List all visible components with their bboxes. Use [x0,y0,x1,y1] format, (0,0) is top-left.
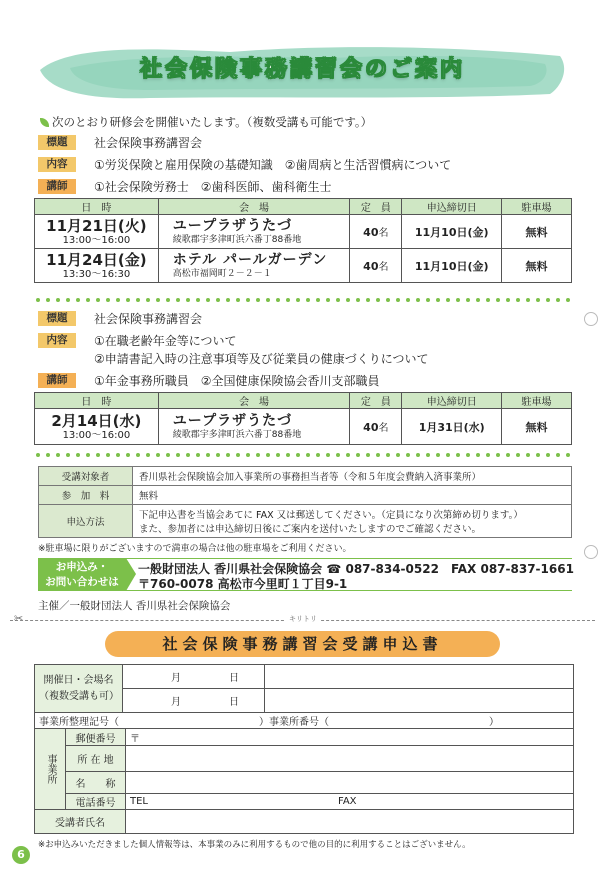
organizer-text: 主催／一般財団法人 香川県社会保険協会 [38,600,231,612]
header-cell: 申込締切日 [402,393,502,409]
session1-content-row [38,156,451,173]
attendee-field[interactable] [126,810,574,834]
venue-address: 高松市福岡町２－２－１ [172,269,272,279]
date-field-2[interactable] [123,689,265,713]
session2-content-row-2 [94,350,429,367]
date-text: 11月21日(火) [46,216,147,235]
header-cell: 駐車場 [502,393,572,409]
privacy-note: ※お申込みいただきました個人情報等は、本事業のみに利用するもので他の目的に利用することはございません。 [38,840,471,850]
page-number: 6 [12,846,30,864]
form-title: 社会保険事務講習会受講申込書 [162,635,443,653]
session2-lecturer-row [38,372,380,389]
tag-label: 標題 [38,135,76,150]
header-cell: 定 員 [350,393,402,409]
table-row [35,409,572,445]
capacity-cell [350,249,402,283]
session2-content-row [38,332,237,349]
header-cell: 会 場 [158,199,350,215]
capacity-unit: 名 [378,423,389,434]
info-label: 受講対象者 [39,467,133,486]
info-value: 無料 [133,486,572,505]
deadline-cell: 11月10日(金) [402,249,502,283]
header-cell: 申込締切日 [402,199,502,215]
table-header-row [35,393,572,409]
address-field[interactable] [126,746,574,772]
row-text: ①在職老齢年金等について [94,334,237,348]
scissors-icon: ✂ [14,612,24,625]
info-value-line: 下記申込書を当協会あてに FAX 又は郵送してください。（定員になり次第締め切ります。） [139,510,523,521]
tel-label: TEL [130,796,148,807]
tag-label: 内容 [38,333,76,348]
tag-label: 講師 [38,179,76,194]
contact-tag [38,558,126,591]
application-form [34,664,574,729]
intro-line [40,114,372,130]
venue-name: ユープラザうたづ [172,413,293,429]
contact-address-line: 〒760-0078 高松市今里町１丁目9-1 [138,577,348,591]
time-text: 13:00～16:00 [62,234,131,246]
info-label: 参 加 料 [39,486,133,505]
table-row [35,249,572,283]
header-cell: 定 員 [350,199,402,215]
attendee-label: 受講者氏名 [35,810,126,834]
company-name-field[interactable] [126,772,574,794]
office-form [34,728,574,834]
venue-address: 綾歌郡宇多津町浜六番丁88番地 [172,235,302,245]
row-text: ②申請書記入時の注意事項等及び従業員の健康づくりについて [94,352,429,366]
contact-tag-line: お申込み・ [55,561,109,573]
parking-cell: 無料 [502,215,572,249]
tag-label: 講師 [38,373,76,388]
venue-name: ホテル パールガーデン [172,252,328,268]
time-text: 13:00～16:00 [62,429,131,441]
capacity-value: 40 [363,260,379,273]
header-cell: 駐車場 [502,199,572,215]
row-text: ①社会保険労務士 ②歯科医師、歯科衛生士 [94,180,332,194]
info-table [38,466,572,538]
capacity-cell [350,215,402,249]
biz-no-end: ） [489,717,499,728]
company-name-label: 名 称 [66,772,126,794]
phone-label: 電話番号 [66,794,126,810]
time-text: 13:30～16:30 [62,268,131,280]
parking-note: ※駐車場に限りがございますので満車の場合は他の駐車場をご利用ください。 [38,544,352,554]
parking-cell: 無料 [502,249,572,283]
venue-field-2[interactable] [265,689,574,713]
office-label: 事業所 [35,729,66,810]
header-cell: 日 時 [35,393,159,409]
leaf-divider [34,296,574,304]
venue-name: ユープラザうたづ [172,218,293,234]
day-label: 日 [229,673,239,684]
session2-schedule-table [34,392,572,445]
capacity-value: 40 [363,226,379,239]
session1-lecturer-row [38,178,332,195]
date-text: 2月14日(水) [51,411,142,430]
binder-hole-top [584,312,598,326]
page-title: 社会保険事務講習会のご案内 [139,57,465,82]
info-label: 申込方法 [39,505,133,538]
capacity-unit: 名 [378,228,389,239]
capacity-value: 40 [363,421,379,434]
contact-tag-line: お問い合わせは [45,576,119,588]
info-value: 香川県社会保険協会加入事業所の事務担当者等（令和５年度会費納入済事業所） [133,467,572,486]
day-label: 日 [229,697,239,708]
month-label: 月 [171,697,181,708]
cut-label: キリトリ [285,614,321,624]
tag-label: 標題 [38,311,76,326]
parking-cell: 無料 [502,409,572,445]
venue-address: 綾歌郡宇多津町浜六番丁88番地 [172,430,302,440]
postal-label: 郵便番号 [66,729,126,746]
binder-hole-bottom [584,545,598,559]
leaf-divider [34,451,574,459]
month-label: 月 [171,673,181,684]
session1-schedule-table [34,198,572,283]
fax-label: FAX [338,796,357,807]
intro-text: 次のとおり研修会を開催いたします。（複数受講も可能です。） [52,115,373,129]
table-header-row [35,199,572,215]
session2-title-row [38,310,202,327]
date-field-1[interactable] [123,665,265,689]
info-value-line: また、参加者には申込締切日後にご案内を送付いたしますのでご確認ください。 [139,524,482,535]
contact-phone-line: 一般財団法人 香川県社会保険協会 ☎ 087-834-0522 FAX 087-837-1661 [138,562,574,576]
tag-label: 内容 [38,157,76,172]
deadline-cell: 1月31日(水) [402,409,502,445]
row-text: ①年金事務所職員 ②全国健康保険協会香川支部職員 [94,374,380,388]
row-text: 社会保険事務講習会 [94,312,203,326]
row-text: 社会保険事務講習会 [94,136,203,150]
leaf-icon [40,118,49,127]
label-line: 開催日・会場名 [43,674,114,686]
info-row [39,486,572,505]
info-row [39,467,572,486]
session1-title-row [38,134,202,151]
row-text: ①労災保険と雇用保険の基礎知識 ②歯周病と生活習慣病について [94,158,452,172]
biz-no-label: 事業所整理記号（ [39,717,119,728]
label-line: （複数受講も可） [39,690,119,702]
postal-field[interactable]: 〒 [126,729,574,746]
date-text: 11月24日(金) [46,250,147,269]
business-number-row[interactable] [35,713,574,729]
header-cell: 会 場 [158,393,350,409]
phone-field[interactable] [126,794,574,810]
info-value [133,505,572,538]
capacity-cell [350,409,402,445]
date-venue-label [35,665,123,713]
address-label: 所 在 地 [66,746,126,772]
info-row [39,505,572,538]
header-cell: 日 時 [35,199,159,215]
deadline-cell: 11月10日(金) [402,215,502,249]
biz-no-label-2: ）事業所番号（ [259,717,329,728]
capacity-unit: 名 [378,262,389,273]
table-row [35,215,572,249]
venue-field-1[interactable] [265,665,574,689]
